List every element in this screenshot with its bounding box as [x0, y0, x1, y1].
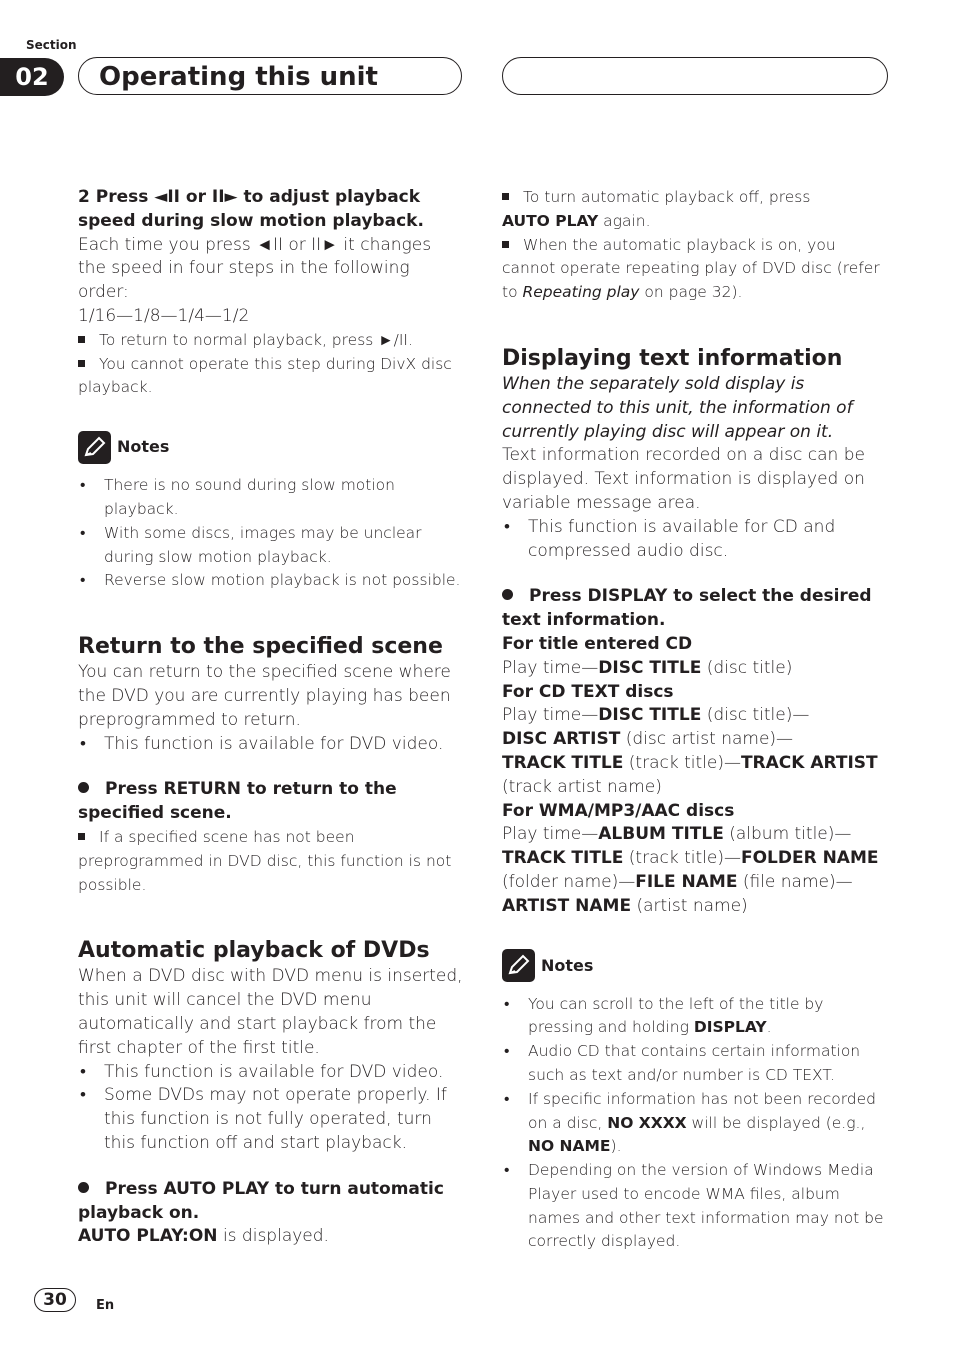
- list-item: • Reverse slow motion playback is not possible.: [78, 569, 464, 593]
- list-item: • Audio CD that contains certain information such as text and/or number is CD TEXT.: [502, 1040, 888, 1088]
- step-2-body: Each time you press ◄II or II► it changes the speed in four steps in the following order:: [78, 234, 432, 303]
- square-bullet-icon: [78, 360, 85, 367]
- list-item: • Depending on the version of Windows Media Player used to encode WMA files, album names and other text information may not be correctly displayed.: [502, 1159, 888, 1254]
- list-item: • This function is available for DVD video.: [78, 733, 464, 757]
- language-label: En: [96, 1298, 115, 1313]
- square-bullet-icon: [502, 193, 509, 200]
- return-heading: Return to the specified scene: [78, 634, 443, 660]
- list-item: • This function is available for DVD video.: [78, 1061, 464, 1085]
- list-item: • Some DVDs may not operate properly. If this function is not fully operated, turn this function off and start playback.: [78, 1084, 464, 1155]
- square-bullet-icon: [78, 336, 85, 343]
- text-body: Text information recorded on a disc can be displayed. Text information is displayed on variable message area.: [502, 445, 865, 513]
- pencil-icon: [502, 949, 535, 982]
- square-bullet-icon: [78, 833, 85, 840]
- pencil-icon: [78, 431, 111, 464]
- notes-heading: Notes: [78, 430, 464, 464]
- page-title: Operating this unit: [99, 62, 378, 92]
- cd-title-line: Play time—DISC TITLE (disc title): [502, 657, 793, 678]
- wma-line: TRACK TITLE (track title)—FOLDER NAME: [502, 848, 879, 869]
- notes-heading: Notes: [502, 949, 888, 983]
- cd-title-heading: For title entered CD: [502, 633, 693, 654]
- list-item: • You can scroll to the left of the title by pressing and holding DISPLAY.: [502, 993, 888, 1041]
- tip-divx: You cannot operate this step during DivX disc playback.: [78, 354, 452, 397]
- step-2-line2: speed during slow motion playback.: [78, 210, 424, 231]
- notes-list: [78, 474, 464, 593]
- header-blank-box: [502, 57, 888, 95]
- auto-display-note: AUTO PLAY:ON is displayed.: [78, 1226, 329, 1247]
- list-item: • With some discs, images may be unclear during slow motion playback.: [78, 522, 464, 570]
- cd-text-heading: For CD TEXT discs: [502, 681, 674, 702]
- wma-line: (folder name)—FILE NAME (file name)—: [502, 871, 853, 892]
- list-item: • If specific information has not been recorded on a disc, NO XXXX will be displayed (e.g., NO NAME).: [502, 1088, 888, 1159]
- left-column: [78, 186, 464, 1249]
- page-title-box: [78, 57, 462, 95]
- page-number: 30: [34, 1288, 76, 1312]
- cd-text-line: (track artist name): [502, 776, 662, 797]
- wma-line: Play time—ALBUM TITLE (album title)—: [502, 824, 852, 845]
- text-intro: When the separately sold display is connected to this unit, the information of currently playing disc will appear on it.: [502, 373, 853, 442]
- cd-text-line: DISC ARTIST (disc artist name)—: [502, 729, 794, 750]
- return-body: You can return to the specified scene where the DVD you are currently playing has been preprogrammed to return.: [78, 662, 451, 730]
- round-bullet-icon: [78, 1182, 89, 1193]
- return-tip: If a specified scene has not been preprogrammed in DVD disc, this function is not possible.: [78, 827, 452, 894]
- auto-heading: Automatic playback of DVDs: [78, 938, 430, 964]
- display-step: Press DISPLAY to select the desired text information.: [502, 586, 872, 631]
- text-heading: Displaying text information: [502, 345, 843, 371]
- return-step: Press RETURN to return to the specified scene.: [78, 779, 397, 824]
- round-bullet-icon: [78, 782, 89, 793]
- tip-auto-on: When the automatic playback is on, you cannot operate repeating play of DVD disc (refer to Repeating play on page 32).: [502, 235, 880, 302]
- step-2-line1: 2 Press ◄II or II► to adjust playback: [78, 187, 421, 207]
- list-item: • This function is available for CD and compressed audio disc.: [502, 516, 888, 564]
- auto-body: When a DVD disc with DVD menu is inserted, this unit will cancel the DVD menu automatically and start playback from the first chapter of the first title.: [78, 966, 463, 1058]
- step-2-order: 1/16—1/8—1/4—1/2: [78, 305, 250, 326]
- square-bullet-icon: [502, 241, 509, 248]
- wma-line: ARTIST NAME (artist name): [502, 895, 748, 916]
- wma-heading: For WMA/MP3/AAC discs: [502, 800, 735, 821]
- section-label: Section: [26, 38, 77, 52]
- cd-text-line: Play time—DISC TITLE (disc title)—: [502, 705, 810, 726]
- list-item: • There is no sound during slow motion playback.: [78, 474, 464, 522]
- notes-list: [502, 993, 888, 1255]
- section-number: 02: [0, 58, 64, 96]
- tip-auto-off: To turn automatic playback off, press AUTO PLAY again.: [502, 188, 811, 230]
- auto-step: Press AUTO PLAY to turn automatic playback on.: [78, 1178, 444, 1223]
- right-column: [502, 186, 888, 1254]
- tip-normal-playback: To return to normal playback, press ►/II.: [78, 329, 464, 353]
- round-bullet-icon: [502, 589, 513, 600]
- cd-text-line: TRACK TITLE (track title)—TRACK ARTIST: [502, 752, 878, 773]
